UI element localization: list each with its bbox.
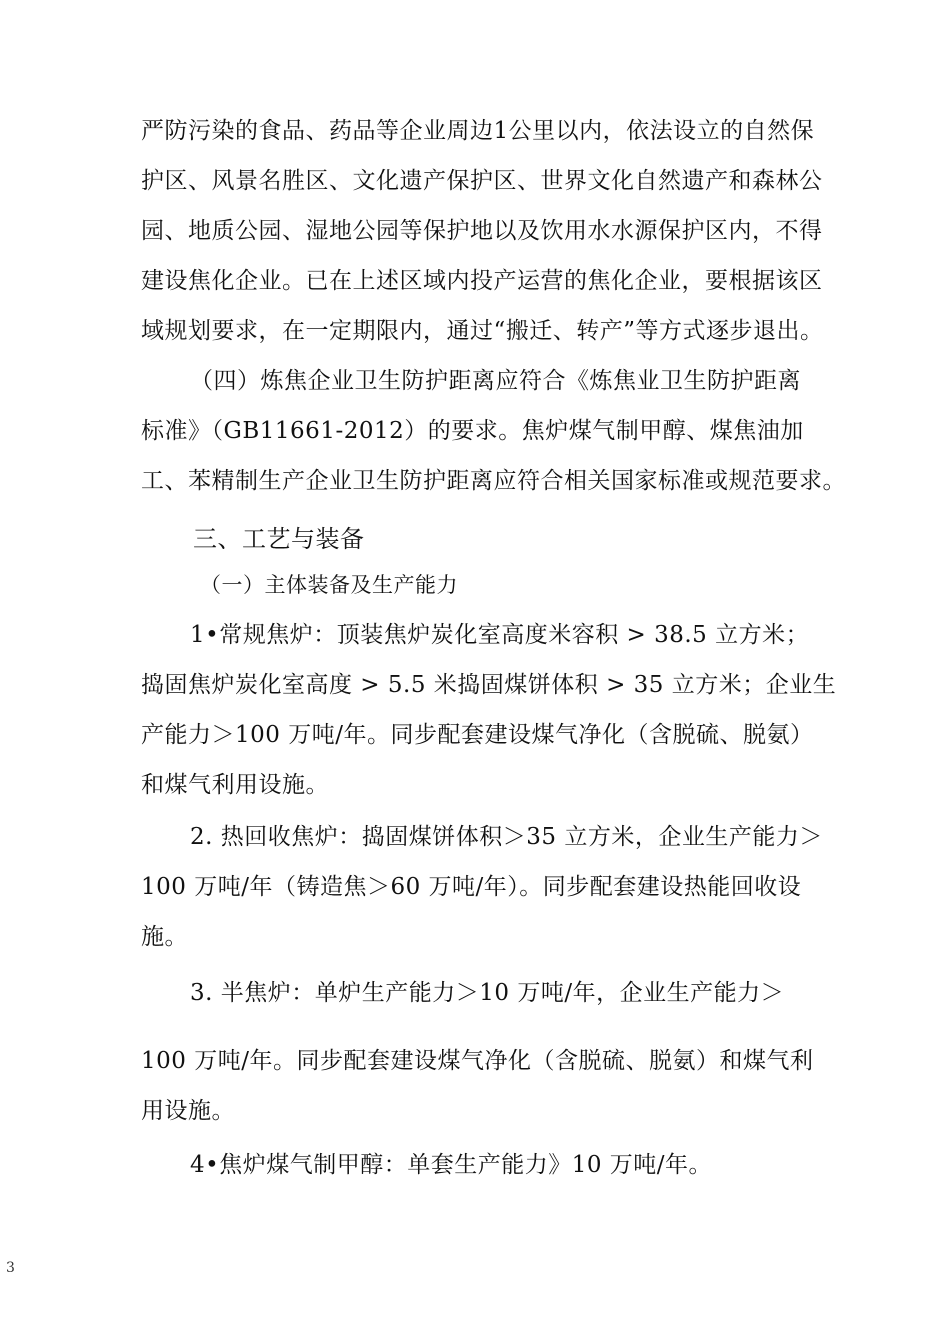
page-number: 3 — [6, 1260, 15, 1276]
body-text-line: 建设焦化企业。已在上述区域内投产运营的焦化企业，要根据该区 — [141, 268, 823, 294]
body-text-line: 100 万吨/年。同步配套建设煤气净化（含脱硫、脱氨）和煤气利 — [141, 1048, 814, 1074]
body-text-line: 产能力＞100 万吨/年。同步配套建设煤气净化（含脱硫、脱氨） — [141, 722, 814, 748]
body-text-line: 严防污染的食品、药品等企业周边1公里以内，依法设立的自然保 — [141, 118, 815, 144]
body-text-line: 工、苯精制生产企业卫生防护距离应符合相关国家标准或规范要求。 — [141, 468, 846, 494]
body-text-line: 和煤气利用设施。 — [141, 772, 329, 798]
section-heading: 三、工艺与装备 — [193, 525, 365, 553]
body-text-line: 2. 热回收焦炉：捣固煤饼体积＞35 立方米，企业生产能力＞ — [190, 824, 823, 850]
body-text-line: 1•常规焦炉：顶装焦炉炭化室高度米容积 > 38.5 立方米； — [190, 622, 810, 648]
body-text-line: 护区、风景名胜区、文化遗产保护区、世界文化自然遗产和森林公 — [141, 168, 823, 194]
body-text-line: 捣固焦炉炭化室高度 > 5.5 米捣固煤饼体积 > 35 立方米；企业生 — [141, 672, 837, 698]
body-text-line: 施。 — [141, 924, 188, 950]
body-text-line: 域规划要求，在一定期限内，通过“搬迁、转产”等方式逐步退出。 — [141, 318, 824, 344]
body-text-line: 园、地质公园、湿地公园等保护地以及饮用水水源保护区内，不得 — [141, 218, 823, 244]
body-text-line: 4•焦炉煤气制甲醇：单套生产能力》10 万吨/年。 — [190, 1152, 713, 1178]
body-text-line: 3. 半焦炉：单炉生产能力＞10 万吨/年，企业生产能力＞ — [190, 980, 785, 1006]
subsection-heading: （一）主体装备及生产能力 — [200, 573, 458, 597]
body-text-line: 用设施。 — [141, 1098, 235, 1124]
body-text-line: （四）炼焦企业卫生防护距离应符合《炼焦业卫生防护距离 — [190, 368, 801, 394]
body-text-line: 标准》（GB11661-2012）的要求。焦炉煤气制甲醇、煤焦油加 — [141, 418, 804, 444]
body-text-line: 100 万吨/年（铸造焦＞60 万吨/年）。同步配套建设热能回收设 — [141, 874, 802, 900]
